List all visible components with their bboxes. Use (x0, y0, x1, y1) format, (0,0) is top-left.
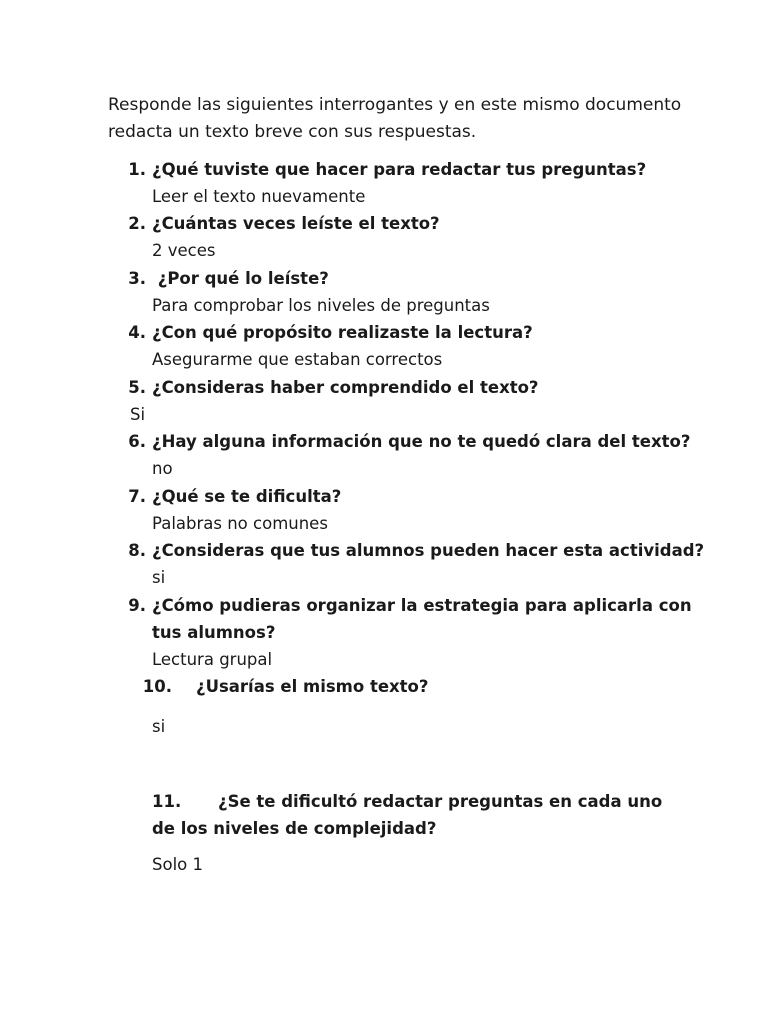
question-5 (128, 374, 539, 401)
answer-9: Lectura grupal (152, 650, 273, 669)
question-8 (128, 537, 705, 564)
question-text: ¿Se te dificultó redactar preguntas en cada uno de los niveles de complejidad? (152, 792, 663, 838)
answer-3: Para comprobar los niveles de preguntas (152, 296, 490, 315)
answer-8: si (152, 568, 166, 587)
question-number: 8. (128, 541, 146, 560)
question-number: 1. (128, 160, 146, 179)
answer-1: Leer el texto nuevamente (152, 187, 366, 206)
question-number: 9. (128, 596, 146, 615)
question-1 (128, 156, 647, 183)
question-number: 4. (128, 323, 146, 342)
question-6 (128, 428, 691, 455)
answer-6: no (152, 459, 173, 478)
answer-11: Solo 1 (152, 855, 203, 874)
question-number: 3. (128, 269, 146, 288)
answer-2: 2 veces (152, 241, 216, 260)
question-4 (128, 319, 533, 346)
question-3 (128, 265, 329, 292)
question-9 (128, 592, 692, 646)
question-text: ¿Por qué lo leíste? (152, 269, 329, 288)
question-number: 6. (128, 432, 146, 451)
answer-4: Asegurarme que estaban correctos (152, 350, 443, 369)
question-10 (142, 673, 429, 700)
question-11 (130, 788, 670, 842)
question-text: ¿Qué se te dificulta? (152, 487, 342, 506)
question-text: ¿Cómo pudieras organizar la estrategia para aplicarla con tus alumnos? (152, 596, 692, 642)
question-number: 10. (142, 677, 172, 696)
question-number: 7. (128, 487, 146, 506)
answer-7: Palabras no comunes (152, 514, 328, 533)
question-text: ¿Usarías el mismo texto? (196, 677, 429, 696)
answer-10: si (152, 717, 166, 736)
question-text: ¿Consideras haber comprendido el texto? (152, 378, 539, 397)
question-text: ¿Con qué propósito realizaste la lectura? (152, 323, 533, 342)
question-text: ¿Qué tuviste que hacer para redactar tus preguntas? (152, 160, 647, 179)
answer-5: Si (130, 405, 146, 424)
question-7 (128, 483, 342, 510)
question-number: 2. (128, 214, 146, 233)
question-text: ¿Cuántas veces leíste el texto? (152, 214, 440, 233)
instructions-paragraph: Responde las siguientes interrogantes y en este mismo documento redacta un texto breve con sus respuestas. (108, 95, 682, 142)
question-2 (128, 210, 440, 237)
question-text: ¿Hay alguna información que no te quedó clara del texto? (152, 432, 691, 451)
question-number: 11. (152, 792, 182, 811)
question-number: 5. (128, 378, 146, 397)
question-text: ¿Consideras que tus alumnos pueden hacer esta actividad? (152, 541, 705, 560)
